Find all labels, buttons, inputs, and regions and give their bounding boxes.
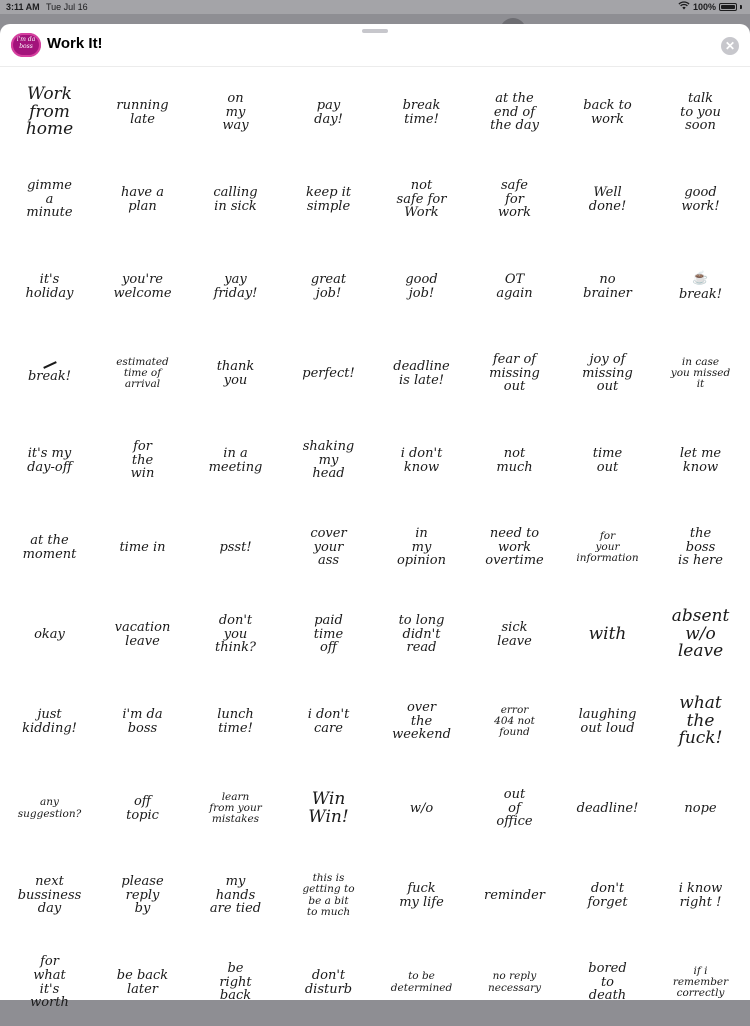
sticker[interactable]: what the fuck! (678, 692, 723, 749)
sticker[interactable]: back to work (583, 97, 632, 127)
sticker[interactable]: if i remember correctly (672, 964, 729, 999)
sticker[interactable]: i'm da boss (122, 706, 163, 736)
sticker[interactable]: psst! (219, 539, 252, 555)
sticker[interactable]: OT again (496, 271, 533, 301)
sticker[interactable]: with (588, 623, 627, 644)
sticker[interactable]: to be determined (390, 970, 453, 994)
sticker[interactable]: any suggestion? (17, 796, 82, 820)
sticker[interactable]: good work! (681, 184, 720, 214)
sticker[interactable]: my hands are tied (209, 874, 262, 917)
sticker[interactable]: running late (116, 97, 169, 127)
sticker[interactable]: out of office (496, 787, 533, 830)
sticker[interactable]: cover your ass (310, 526, 347, 569)
sticker[interactable]: sick leave (497, 619, 532, 649)
sticker[interactable]: in my opinion (396, 526, 447, 569)
sticker[interactable]: over the weekend (392, 700, 451, 743)
sticker[interactable]: for your information (576, 529, 639, 564)
status-time: 3:11 AM (6, 2, 40, 12)
sticker[interactable]: it's holiday (25, 271, 74, 301)
sticker[interactable]: perfect! (302, 365, 355, 381)
status-date: Tue Jul 16 (46, 2, 88, 12)
sticker-grid (3, 69, 747, 1026)
sticker[interactable]: you're welcome (113, 271, 172, 301)
sticker[interactable]: i know right ! (678, 880, 723, 910)
sticker[interactable]: w/o (409, 800, 434, 816)
sticker-coffee-break[interactable]: ☕ break! (654, 243, 747, 330)
sticker[interactable]: good job! (405, 271, 438, 301)
sticker[interactable]: keep it simple (305, 184, 352, 214)
sticker[interactable]: talk to you soon (680, 91, 721, 134)
sticker[interactable]: at the moment (22, 532, 77, 562)
sticker[interactable]: to long didn't read (398, 613, 445, 656)
sticker[interactable]: time out (592, 445, 623, 475)
sticker[interactable]: thank you (216, 358, 255, 388)
sticker[interactable]: not safe for Work (396, 178, 447, 221)
sticker[interactable]: okay (34, 626, 65, 642)
sticker[interactable]: laughing out loud (578, 706, 637, 736)
sticker[interactable]: vacation leave (114, 619, 171, 649)
battery-tip (740, 5, 742, 9)
sticker[interactable]: great job! (310, 271, 347, 301)
sticker[interactable]: gimme a minute (26, 178, 73, 221)
sticker[interactable]: reminder (484, 887, 545, 903)
sticker[interactable]: no reply necessary (487, 970, 542, 994)
sticker[interactable]: safe for work (497, 178, 532, 221)
sticker[interactable]: need to work overtime (485, 526, 544, 569)
sticker[interactable]: have a plan (120, 184, 165, 214)
sticker[interactable]: be back later (116, 967, 169, 997)
sticker[interactable]: for what it's worth (30, 954, 69, 1011)
sticker[interactable]: in case you missed it (670, 355, 731, 390)
sticker[interactable]: deadline! (576, 800, 639, 816)
sheet-header (0, 24, 750, 67)
sticker[interactable]: not much (496, 445, 533, 475)
sticker[interactable]: nope (684, 800, 717, 816)
sticker[interactable]: it's my day-off (27, 445, 72, 475)
sticker[interactable]: don't disturb (304, 967, 353, 997)
sticker[interactable]: for the win (130, 439, 155, 482)
sticker[interactable]: pay day! (314, 97, 343, 127)
battery-percent: 100% (692, 1, 716, 12)
sticker[interactable]: don't forget (587, 880, 628, 910)
sticker[interactable]: on my way (222, 91, 249, 134)
sticker[interactable]: i don't know (400, 445, 443, 475)
wifi-icon (678, 1, 690, 12)
sticker[interactable]: bored to death (588, 961, 627, 1004)
battery-icon (719, 3, 737, 11)
sticker[interactable]: at the end of the day (490, 91, 539, 134)
sticker[interactable]: fear of missing out (489, 352, 540, 395)
sticker[interactable]: break time! (402, 97, 441, 127)
sticker[interactable]: the boss is here (678, 526, 723, 569)
sticker-sheet (0, 24, 750, 1011)
sticker[interactable]: Win Win! (308, 788, 349, 827)
app-logo: i'm da boss (11, 33, 41, 57)
sticker[interactable]: i don't care (307, 706, 350, 736)
sticker[interactable]: calling in sick (213, 184, 258, 214)
sticker[interactable]: yay friday! (213, 271, 258, 301)
sticker[interactable]: deadline is late! (393, 358, 450, 388)
sticker[interactable]: fuck my life (399, 880, 444, 910)
sticker[interactable]: be right back (219, 961, 252, 1004)
sticker[interactable]: please reply by (121, 874, 164, 917)
status-right (678, 1, 742, 12)
sticker-break[interactable]: break! (3, 330, 96, 417)
sticker[interactable]: absent w/o leave (671, 605, 730, 662)
sticker[interactable]: just kidding! (22, 706, 77, 736)
sticker[interactable]: let me know (679, 445, 722, 475)
sticker[interactable]: shaking my head (302, 439, 355, 482)
sticker[interactable]: this is getting to be a bit to much (302, 872, 355, 918)
sticker[interactable]: Well done! (588, 184, 627, 214)
sticker[interactable]: lunch time! (217, 706, 254, 736)
sticker[interactable]: learn from your mistakes (209, 790, 262, 825)
sticker[interactable]: off topic (126, 793, 159, 823)
sticker[interactable]: paid time off (313, 613, 344, 656)
page-title: Work It! (47, 35, 103, 52)
sticker[interactable]: next bussiness day (17, 874, 82, 917)
sticker[interactable]: in a meeting (208, 445, 263, 475)
close-button[interactable]: ✕ (721, 37, 739, 55)
sticker[interactable]: joy of missing out (582, 352, 633, 395)
sticker[interactable]: estimated time of arrival (116, 355, 169, 390)
sticker[interactable]: time in (119, 539, 166, 555)
sticker[interactable]: no brainer (583, 271, 632, 301)
sticker[interactable]: error 404 not found (494, 703, 535, 738)
status-bar (0, 0, 750, 14)
sticker[interactable]: Work from home (25, 83, 74, 140)
sticker[interactable]: don't you think? (215, 613, 256, 656)
